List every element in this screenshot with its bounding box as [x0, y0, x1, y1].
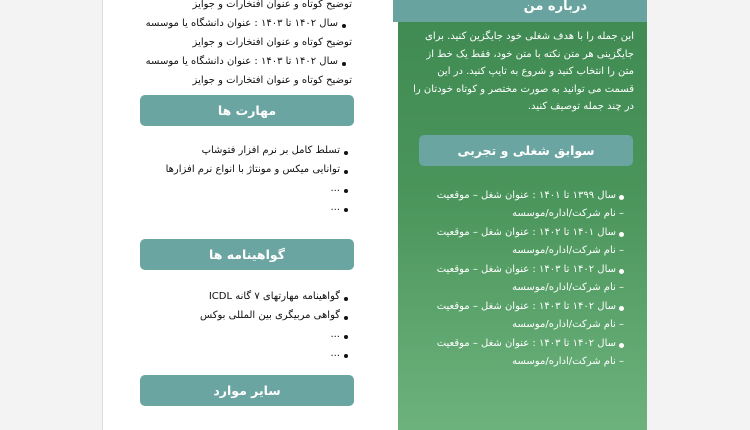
skill-item: تسلط کامل بر نرم افزار فتوشاپ	[150, 145, 348, 164]
work-item-company: – نام شرکت/اداره/موسسه	[512, 319, 624, 330]
skills-title: مهارت ها	[217, 103, 277, 118]
certificates-heading	[140, 239, 354, 270]
skills-list	[150, 145, 348, 221]
work-experience-list	[412, 190, 624, 375]
education-detail: توضیح کوتاه و عنوان افتخارات و جوایز	[192, 0, 352, 10]
skills-heading	[140, 95, 354, 126]
work-experience-heading	[419, 135, 633, 166]
bullet-icon	[344, 151, 348, 155]
bullet-icon	[344, 208, 348, 212]
work-item-company: – نام شرکت/اداره/موسسه	[512, 208, 624, 219]
skill-item: ...	[150, 202, 348, 221]
work-item-title: سال ۱۴۰۱ تا ۱۴۰۲ : عنوان شغل – موقعیت	[436, 227, 616, 238]
work-item	[412, 190, 624, 227]
work-item-company: – نام شرکت/اداره/موسسه	[512, 282, 624, 293]
work-item-company: – نام شرکت/اداره/موسسه	[512, 356, 624, 367]
bullet-icon	[619, 306, 624, 311]
work-item-title: سال ۱۳۹۹ تا ۱۴۰۱ : عنوان شغل – موقعیت	[436, 190, 616, 201]
bullet-icon	[344, 335, 348, 339]
bullet-icon	[619, 195, 624, 200]
certificate-item: گواهی مربیگری بین المللی بوکس	[150, 310, 348, 329]
education-item: سال ۱۴۰۲ تا ۱۴۰۳ : عنوان دانشگاه یا موسسه	[140, 18, 352, 37]
work-experience-title: سوابق شغلی و تجربی	[457, 143, 595, 158]
skill-item: توانایی میکس و مونتاژ با انواع نرم افزارها	[150, 164, 348, 183]
work-item-company: – نام شرکت/اداره/موسسه	[512, 245, 624, 256]
work-item	[412, 227, 624, 264]
bullet-icon	[342, 24, 346, 28]
skill-item: ...	[150, 183, 348, 202]
bullet-icon	[344, 354, 348, 358]
certificate-item: ...	[150, 329, 348, 348]
work-item-title: سال ۱۴۰۲ تا ۱۴۰۳ : عنوان شغل – موقعیت	[436, 301, 616, 312]
work-item	[412, 264, 624, 301]
education-list	[140, 0, 352, 94]
certificates-list	[150, 291, 348, 367]
certificate-item: گواهینامه مهارتهای ۷ گانه ICDL	[150, 291, 348, 310]
bullet-icon	[344, 316, 348, 320]
certificate-item: ...	[150, 348, 348, 367]
bullet-icon	[344, 297, 348, 301]
work-item	[412, 338, 624, 375]
other-title: سایر موارد	[213, 383, 281, 398]
about-title: درباره من	[523, 0, 587, 14]
bullet-icon	[619, 232, 624, 237]
bullet-icon	[344, 170, 348, 174]
education-detail: توضیح کوتاه و عنوان افتخارات و جوایز	[192, 75, 352, 86]
bullet-icon	[342, 62, 346, 66]
other-heading	[140, 375, 354, 406]
about-text: این جمله را با هدف شغلی خود جایگزین کنید. برای جایگزینی هر متن نکته با متن خود، فقط یک خط از متن را انتخاب کنید و شروع به تایپ کنید. در این قسمت می توانید به صورت مختصر و کوتاه خودتان را در چند جمله توصیف کنید.	[413, 31, 634, 112]
bullet-icon	[619, 269, 624, 274]
bullet-icon	[344, 189, 348, 193]
bullet-icon	[619, 343, 624, 348]
work-item-title: سال ۱۴۰۲ تا ۱۴۰۳ : عنوان شغل – موقعیت	[436, 338, 616, 349]
page-edge-left	[102, 0, 103, 430]
work-item-title: سال ۱۴۰۲ تا ۱۴۰۳ : عنوان شغل – موقعیت	[436, 264, 616, 275]
work-item	[412, 301, 624, 338]
education-item: سال ۱۴۰۲ تا ۱۴۰۳ : عنوان دانشگاه یا موسسه	[140, 56, 352, 75]
education-detail: توضیح کوتاه و عنوان افتخارات و جوایز	[192, 37, 352, 48]
certificates-title: گواهینامه ها	[209, 247, 285, 262]
about-header	[393, 0, 647, 22]
